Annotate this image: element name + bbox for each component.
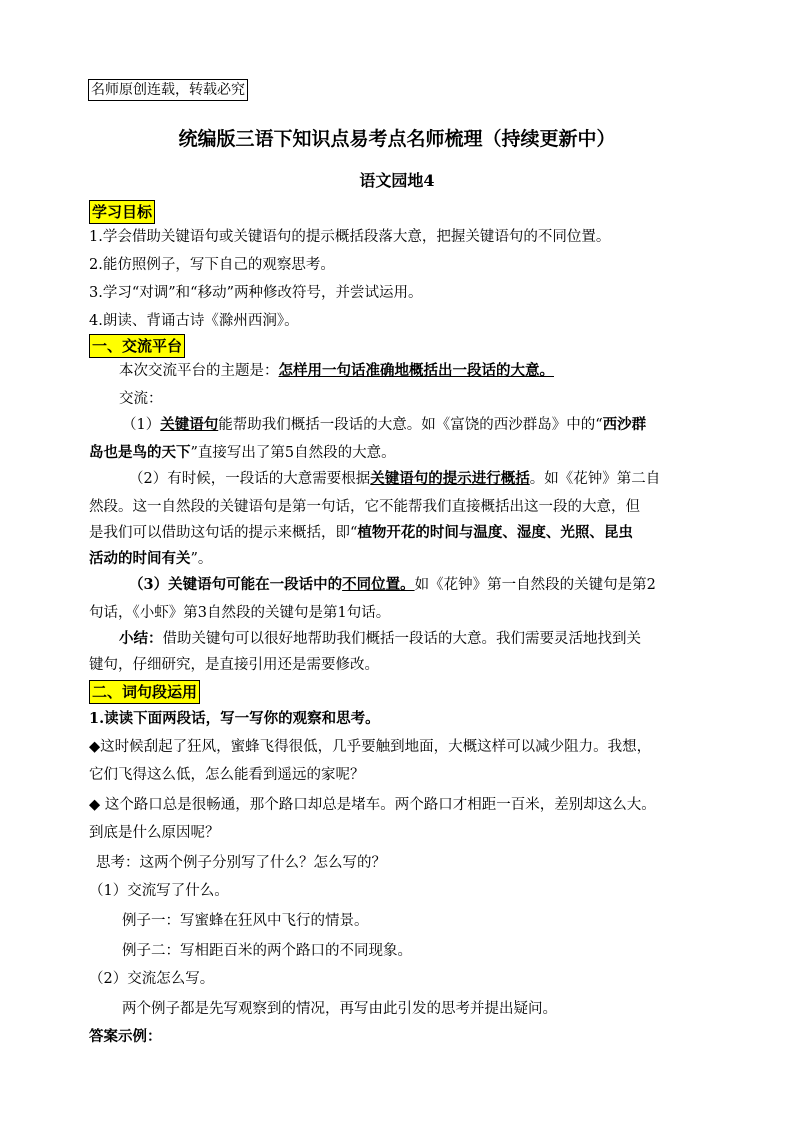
point-text: 是我们可以借助这句话的提示来概括，即“ (89, 525, 358, 541)
think-question: 思考：这两个例子分别写了什么？怎么写的？ (96, 855, 386, 871)
summary-line-1 (119, 628, 641, 650)
point-2-line-3 (89, 522, 633, 544)
key-term: 关键语句的提示进行概括 (370, 470, 530, 487)
summary-label: 小结： (119, 630, 163, 647)
intro-prefix: 本次交流平台的主题是： (119, 363, 279, 379)
quote-bold: 植物开花的时间与温度、湿度、光照、昆虫 (357, 524, 633, 541)
quote-bold: 岛也是鸟的天下 (89, 444, 191, 461)
point-1-line-2 (89, 442, 396, 464)
goal-item: 2.能仿照例子，写下自己的观察思考。 (89, 257, 335, 273)
point-text: 。如《花钟》第二自 (529, 471, 661, 487)
words-heading: 二、词句段运用 (89, 680, 200, 704)
point-text: 如《花钟》第一自然段的关键句是第2 (414, 577, 656, 593)
step-2: （2）交流怎么写。 (89, 971, 215, 987)
example-1-line-1: ◆这时候刮起了狂风，蜜蜂飞得很低，几乎要触到地面，大概这样可以减少阻力。我想， (89, 739, 652, 755)
point-3-line-1 (129, 574, 656, 596)
point-bold: （3）关键语句可能在一段话中的 (129, 576, 343, 593)
key-term: 关键语句 (160, 416, 219, 433)
point-text: ”。 (190, 551, 213, 567)
quote-bold: 西沙群 (602, 416, 647, 433)
goal-item: 4.朗读、背诵古诗《滁州西涧》。 (89, 313, 299, 329)
copyright-notice: 名师原创连载，转载必究 (88, 79, 248, 101)
how-written: 两个例子都是先写观察到的情况，再写由此引发的思考并提出疑问。 (122, 1001, 557, 1017)
point-2-line-4 (89, 548, 212, 570)
document-title: 统编版三语下知识点易考点名师梳理（持续更新中） (178, 128, 616, 150)
example-summary-2: 例子二：写相距百米的两个路口的不同现象。 (122, 943, 412, 959)
example-1-line-2: 它们飞得这么低，怎么能看到遥远的家呢？ (89, 767, 365, 783)
point-text: ”直接写出了第5自然段的大意。 (190, 445, 396, 461)
exchange-heading: 一、交流平台 (89, 334, 185, 358)
exchange-label: 交流： (119, 391, 163, 407)
summary-line-2: 键句，仔细研究，是直接引用还是需要修改。 (89, 657, 379, 673)
intro-theme: 怎样用一句话准确地概括出一段话的大意。 (278, 362, 554, 379)
answer-label: 答案示例： (89, 1028, 162, 1045)
point-number: （1） (122, 417, 161, 433)
key-term: 不同位置。 (342, 576, 415, 593)
goal-item: 3.学习“对调”和“移动”两种修改符号，并尝试运用。 (89, 285, 423, 301)
point-2-line-2: 然段。这一自然段的关键语句是第一句话，它不能帮我们直接概括出这一段的大意，但 (89, 499, 640, 515)
example-2-line-1: ◆ 这个路口总是很畅通，那个路口却总是堵车。两个路口才相距一百米，差别却这么大。 (89, 797, 656, 813)
exchange-intro (119, 360, 554, 382)
quote-bold: 活动的时间有关 (89, 550, 191, 567)
example-summary-1: 例子一：写蜜蜂在狂风中飞行的情景。 (122, 913, 369, 929)
point-text: 能帮助我们概括一段话的大意。如《富饶的西沙群岛》中的“ (218, 417, 603, 433)
point-text: 有时候，一段话的大意需要根据 (167, 471, 371, 487)
point-1-line-1 (122, 414, 646, 436)
document-subtitle: 语文园地4 (359, 171, 435, 190)
step-1: （1）交流写了什么。 (89, 883, 229, 899)
goal-item: 1.学会借助关键语句或关键语句的提示概括段落大意，把握关键语句的不同位置。 (89, 229, 611, 245)
question-1: 1.读读下面两段话，写一写你的观察和思考。 (89, 710, 380, 727)
point-2-line-1 (129, 468, 660, 490)
example-2-line-2: 到底是什么原因呢？ (89, 825, 220, 841)
summary-text: 借助关键句可以很好地帮助我们概括一段话的大意。我们需要灵活地找到关 (162, 631, 641, 647)
point-3-line-2: 句话，《小虾》第3自然段的关键句是第1句话。 (89, 605, 391, 621)
point-number: （2） (129, 471, 168, 487)
goals-heading: 学习目标 (89, 200, 155, 224)
